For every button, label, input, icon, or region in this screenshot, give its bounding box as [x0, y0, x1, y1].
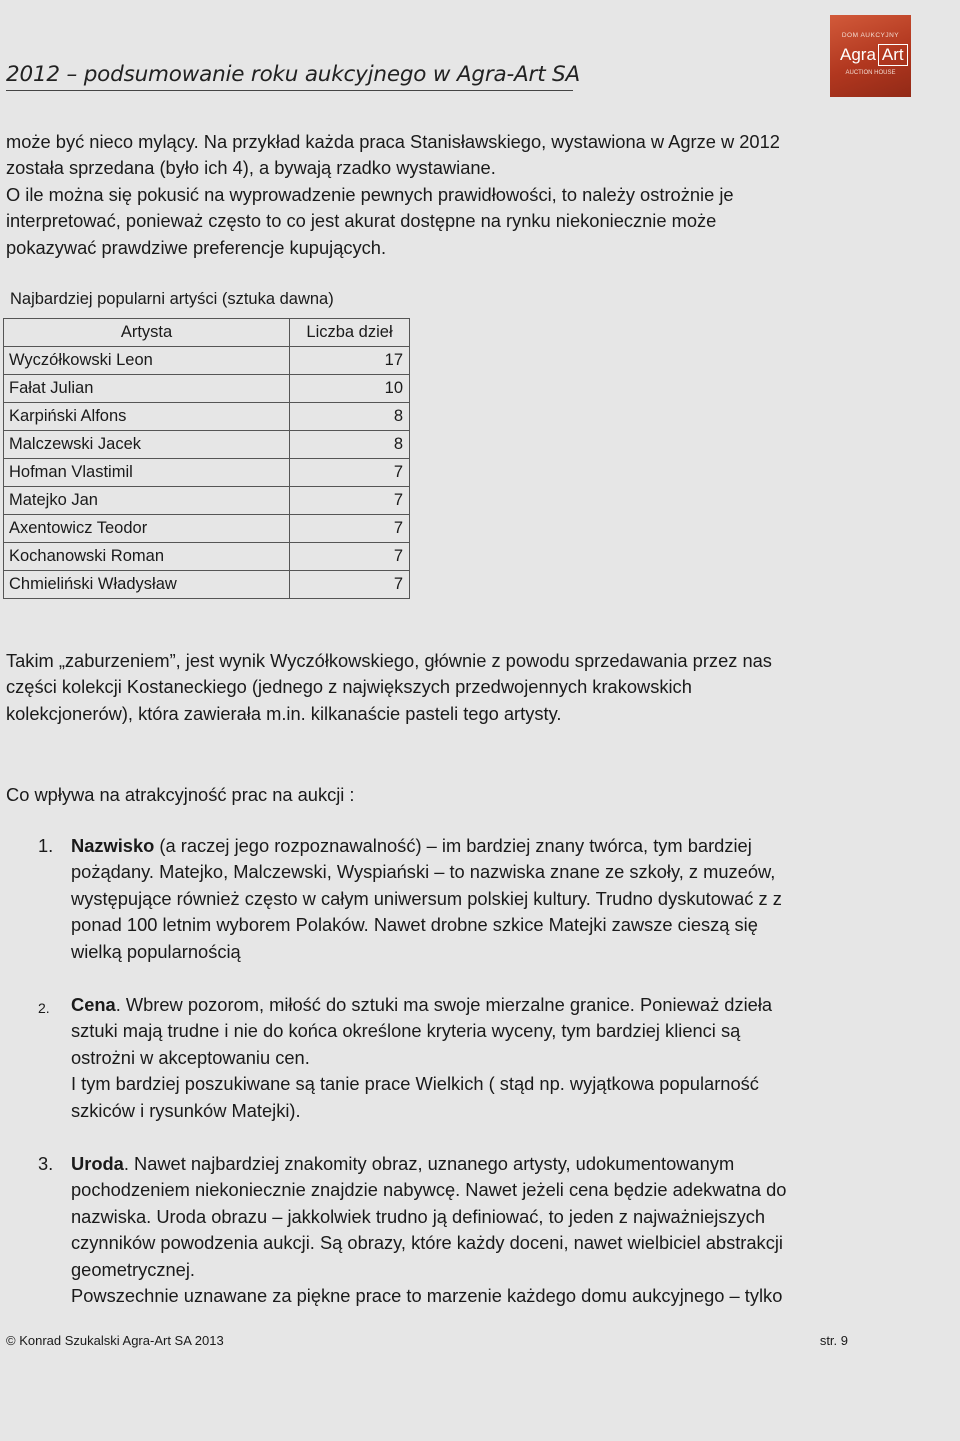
- paragraph-line: kolekcjonerów), która zawierała m.in. kilkanaście pasteli tego artysty.: [6, 702, 562, 724]
- table-row: [4, 515, 410, 543]
- artist-name: Karpiński Alfons: [4, 403, 290, 431]
- list-line: pochodzeniem niekoniecznie znajdzie nabywcę. Nawet jeżeli cena będzie adekwatna do: [71, 1179, 787, 1201]
- table-row: [4, 459, 410, 487]
- list-line: pożądany. Matejko, Malczewski, Wyspiański – to nazwiska znane ze szkoły, z muzeów,: [71, 861, 776, 883]
- works-count: 7: [290, 515, 410, 543]
- list-number: 1.: [38, 835, 54, 856]
- intro-line: interpretować, ponieważ często to co jest akurat dostępne na rynku niekoniecznie może: [6, 210, 717, 232]
- logo-top-text: DOM AUKCYJNY: [841, 32, 900, 39]
- intro-line: pokazywać prawdziwe preferencje kupujących.: [6, 236, 387, 258]
- table-row: [4, 571, 410, 599]
- artist-name: Fałat Julian: [4, 375, 290, 403]
- list-line: Powszechnie uznawane za piękne prace to marzenie każdego domu aukcyjnego – tylko: [71, 1285, 783, 1307]
- list-line: I tym bardziej poszukiwane są tanie prace Wielkich ( stąd np. wyjątkowa popularność: [71, 1073, 759, 1095]
- list-line: czynników powodzenia aukcji. Są obrazy, które każdy doceni, nawet wielbiciel abstrakcji: [71, 1232, 783, 1254]
- copyright-text: © Konrad Szukalski Agra-Art SA 2013: [6, 1333, 224, 1348]
- page-number: str. 9: [819, 1333, 848, 1348]
- list-line: ostrożni w akceptowaniu cen.: [71, 1046, 310, 1068]
- agra-art-logo: [830, 15, 911, 97]
- paragraph-line: części kolekcji Kostaneckiego (jednego z największych przedwojennych krakowskich: [6, 676, 692, 698]
- table-row: [4, 487, 410, 515]
- column-header-count: Liczba dzieł: [290, 319, 410, 347]
- list-item: [6, 833, 906, 965]
- table-row: [4, 347, 410, 375]
- list-line: ponad 100 letnim wyborem Polaków. Nawet drobne szkice Matejki zawsze cieszą się: [71, 914, 758, 936]
- intro-line: O ile można się pokusić na wyprowadzenie pewnych prawidłowości, to należy ostrożnie je: [6, 183, 734, 205]
- list-line: wielką popularnością: [71, 940, 241, 962]
- artist-name: Wyczółkowski Leon: [4, 347, 290, 375]
- table-row: [4, 431, 410, 459]
- column-header-artist: Artysta: [4, 319, 290, 347]
- works-count: 8: [290, 403, 410, 431]
- artist-name: Hofman Vlastimil: [4, 459, 290, 487]
- artist-name: Matejko Jan: [4, 487, 290, 515]
- list-line: geometrycznej.: [71, 1258, 195, 1280]
- works-count: 17: [290, 347, 410, 375]
- table-row: [4, 543, 410, 571]
- list-line: . Wbrew pozorom, miłość do sztuki ma swoje mierzalne granice. Ponieważ dzieła: [115, 994, 773, 1015]
- table-title: Najbardziej popularni artyści (sztuka dawna): [10, 290, 334, 308]
- list-item: [6, 992, 906, 1124]
- table-row: [4, 375, 410, 403]
- works-count: 7: [290, 571, 410, 599]
- logo-brand: [838, 44, 903, 66]
- popular-artists-table: [3, 318, 410, 599]
- intro-line: została sprzedana (było ich 4), a bywają rzadko wystawiane.: [6, 157, 496, 179]
- question-heading: Co wpływa na atrakcyjność prac na aukcji :: [6, 784, 355, 805]
- artist-name: Axentowicz Teodor: [4, 515, 290, 543]
- distortion-paragraph: [6, 648, 906, 727]
- list-number: 3.: [38, 1153, 54, 1174]
- table-header-row: [4, 319, 410, 347]
- list-line: nazwiska. Uroda obrazu – jakkolwiek trudno ją definiować, to jeden z najważniejszych: [71, 1205, 766, 1227]
- logo-brand-part2: Art: [878, 44, 908, 66]
- list-item: [6, 1151, 906, 1309]
- intro-paragraph: [6, 129, 906, 261]
- list-line: szkiców i rysunków Matejki).: [71, 1099, 301, 1121]
- list-number: 2.: [38, 1000, 50, 1016]
- list-term: Cena: [71, 994, 116, 1015]
- works-count: 7: [290, 459, 410, 487]
- list-line: sztuki mają trudne i nie do końca określone kryteria wyceny, tym bardziej klienci są: [71, 1020, 741, 1042]
- works-count: 7: [290, 543, 410, 571]
- logo-bottom-text: AUCTION HOUSE: [845, 70, 896, 76]
- list-term: Nazwisko: [71, 835, 155, 856]
- page-title: 2012 – podsumowanie roku aukcyjnego w Agra-Art SA: [6, 62, 573, 91]
- logo-brand-part1: Agra: [840, 45, 876, 64]
- artist-name: Malczewski Jacek: [4, 431, 290, 459]
- works-count: 8: [290, 431, 410, 459]
- intro-line: może być nieco mylący. Na przykład każda praca Stanisławskiego, wystawiona w Agrze w 2012: [6, 131, 780, 152]
- list-line: występujące również często w całym uniwersum polskiej kultury. Trudno dyskutować z z: [71, 887, 782, 909]
- works-count: 10: [290, 375, 410, 403]
- paragraph-line: Takim „zaburzeniem”, jest wynik Wyczółkowskiego, głównie z powodu sprzedawania przez nas: [6, 650, 772, 671]
- artist-name: Kochanowski Roman: [4, 543, 290, 571]
- list-line: . Nawet najbardziej znakomity obraz, uznanego artysty, udokumentowanym: [123, 1153, 735, 1174]
- artist-name: Chmieliński Władysław: [4, 571, 290, 599]
- works-count: 7: [290, 487, 410, 515]
- list-term: Uroda: [71, 1153, 124, 1174]
- table-row: [4, 403, 410, 431]
- list-line: (a raczej jego rozpoznawalność) – im bardziej znany twórca, tym bardziej: [154, 835, 752, 856]
